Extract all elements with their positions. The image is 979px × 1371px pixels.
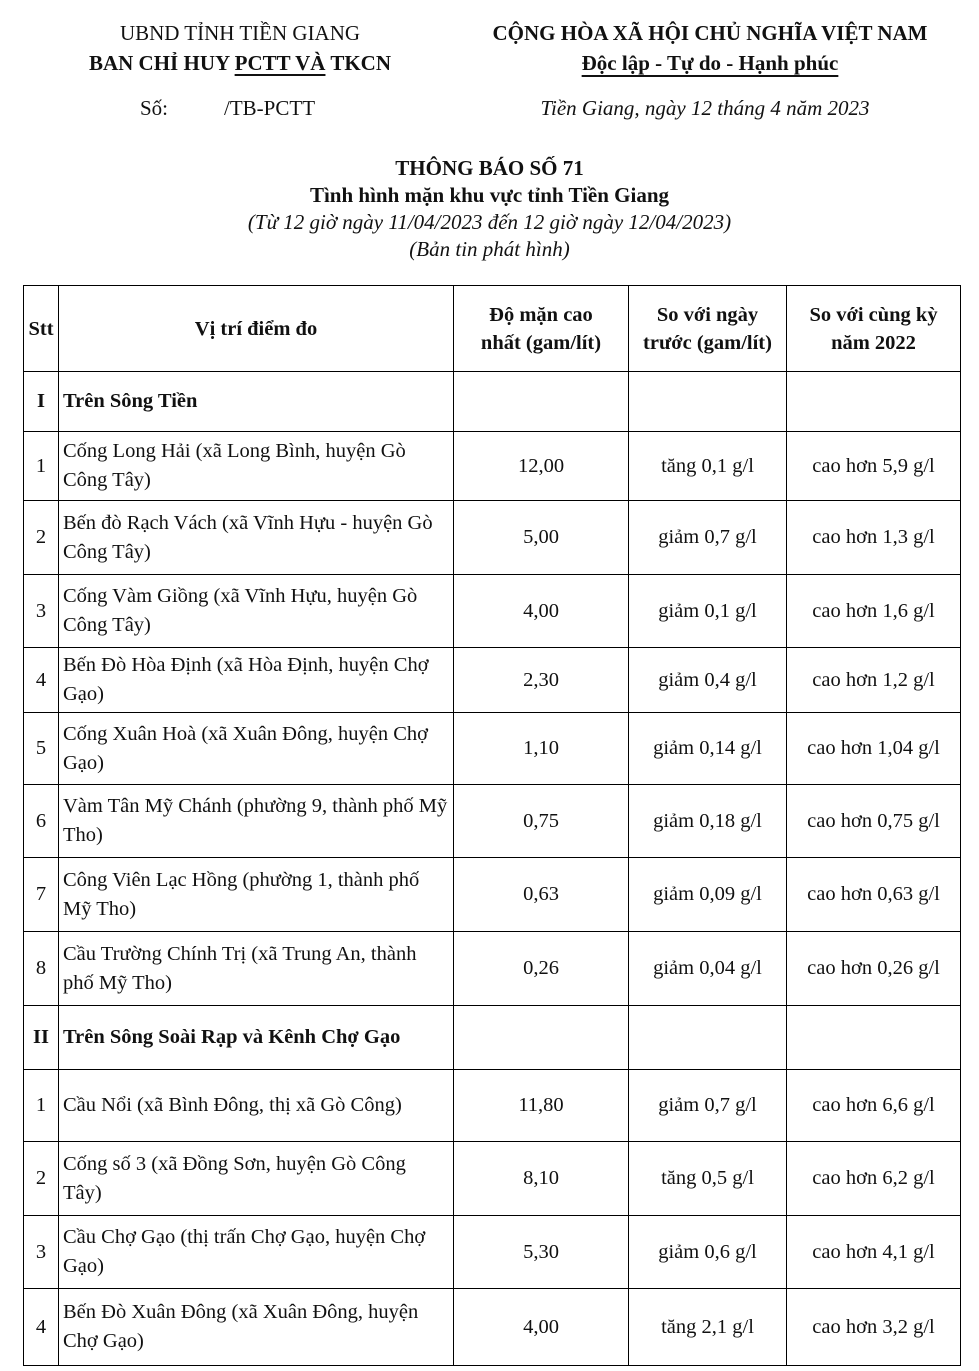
max-salinity-cell: 5,00 [454,501,629,575]
vs-same-period-cell: cao hơn 3,2 g/l [787,1289,961,1366]
location-cell: Cống số 3 (xã Đồng Sơn, huyện Gò Công Tây) [59,1142,454,1216]
agency-parent: UBND TỈNH TIỀN GIANG [119,21,361,45]
table-row [24,1142,961,1216]
vs-previous-day-cell: giảm 0,09 g/l [629,858,787,932]
vs-same-period-cell: cao hơn 0,75 g/l [787,785,961,858]
empty-cell [454,372,629,432]
location-cell: Cầu Trường Chính Trị (xã Trung An, thành phố Mỹ Tho) [59,932,454,1006]
section-name: Trên Sông Soài Rạp và Kênh Chợ Gạo [59,1006,454,1070]
max-salinity-cell: 11,80 [454,1070,629,1142]
vs-previous-day-cell: giảm 0,04 g/l [629,932,787,1006]
vs-same-period-cell: cao hơn 4,1 g/l [787,1216,961,1289]
document-number-code: /TB-PCTT [224,96,316,120]
row-number: 4 [24,648,59,713]
document-number-label: Số: [140,96,169,120]
title-block [0,155,979,263]
vs-same-period-cell: cao hơn 0,63 g/l [787,858,961,932]
location-cell: Cống Xuân Hoà (xã Xuân Đông, huyện Chợ Gạo) [59,713,454,785]
row-number: 5 [24,713,59,785]
table-header-row [24,286,961,372]
row-number: 3 [24,1216,59,1289]
vs-same-period-cell: cao hơn 6,2 g/l [787,1142,961,1216]
agency-name-part2: PCTT VÀ [234,51,326,75]
max-salinity-cell: 8,10 [454,1142,629,1216]
vs-previous-day-cell: giảm 0,1 g/l [629,575,787,648]
agency-header [40,18,440,78]
max-salinity-cell: 0,63 [454,858,629,932]
max-salinity-cell: 12,00 [454,432,629,501]
table-row [24,858,961,932]
location-cell: Vàm Tân Mỹ Chánh (phường 9, thành phố Mỹ Tho) [59,785,454,858]
table-row [24,501,961,575]
max-salinity-cell: 4,00 [454,1289,629,1366]
table-row [24,785,961,858]
document-subtitle: Tình hình mặn khu vực tỉnh Tiền Giang [309,183,670,207]
table-row [24,713,961,785]
max-salinity-cell: 1,10 [454,713,629,785]
empty-cell [787,372,961,432]
row-number: 2 [24,501,59,575]
vs-same-period-cell: cao hơn 1,2 g/l [787,648,961,713]
section-name: Trên Sông Tiền [59,372,454,432]
vs-previous-day-cell: giảm 0,7 g/l [629,501,787,575]
location-cell: Cống Long Hải (xã Long Bình, huyện Gò Công Tây) [59,432,454,501]
national-title: CỘNG HÒA XÃ HỘI CHỦ NGHĨA VIỆT NAM [492,21,928,45]
max-salinity-cell: 4,00 [454,575,629,648]
vs-previous-day-cell: giảm 0,6 g/l [629,1216,787,1289]
section-number: II [24,1006,59,1070]
document-period: (Từ 12 giờ ngày 11/04/2023 đến 12 giờ ngày 12/04/2023) [247,210,732,234]
row-number: 1 [24,1070,59,1142]
row-number: 1 [24,432,59,501]
document-number [140,96,315,121]
row-number: 4 [24,1289,59,1366]
max-salinity-cell: 5,30 [454,1216,629,1289]
table-row [24,1289,961,1366]
document-title: THÔNG BÁO SỐ 71 [395,156,584,180]
table-row [24,575,961,648]
empty-cell [454,1006,629,1070]
row-number: 3 [24,575,59,648]
location-cell: Cầu Chợ Gạo (thị trấn Chợ Gạo, huyện Chợ Gạo) [59,1216,454,1289]
max-salinity-cell: 0,75 [454,785,629,858]
row-number: 2 [24,1142,59,1216]
row-number: 6 [24,785,59,858]
table-row [24,432,961,501]
vs-previous-day-cell: giảm 0,7 g/l [629,1070,787,1142]
location-cell: Công Viên Lạc Hồng (phường 1, thành phố Mỹ Tho) [59,858,454,932]
document-note: (Bản tin phát hình) [409,237,570,261]
max-salinity-cell: 2,30 [454,648,629,713]
table-row [24,932,961,1006]
agency-name-part3: TKCN [325,51,392,75]
header-vs-same-period: So với cùng kỳ năm 2022 [787,286,961,372]
vs-previous-day-cell: tăng 0,1 g/l [629,432,787,501]
document-date: Tiền Giang, ngày 12 tháng 4 năm 2023 [540,96,870,120]
location-cell: Bến Đò Hòa Định (xã Hòa Định, huyện Chợ Gạo) [59,648,454,713]
header-vs-previous-day: So với ngày trước (gam/lít) [629,286,787,372]
header-max-salinity: Độ mặn cao nhất (gam/lít) [454,286,629,372]
agency-name-part1: BAN CHỈ HUY [88,51,235,75]
section-row [24,372,961,432]
header-location: Vị trí điểm đo [59,286,454,372]
location-cell: Bến đò Rạch Vách (xã Vĩnh Hựu - huyện Gò Công Tây) [59,501,454,575]
vs-previous-day-cell: giảm 0,18 g/l [629,785,787,858]
vs-previous-day-cell: giảm 0,14 g/l [629,713,787,785]
national-header [470,18,950,78]
national-motto: Độc lập - Tự do - Hạnh phúc [581,51,839,75]
table-row [24,1070,961,1142]
vs-same-period-cell: cao hơn 6,6 g/l [787,1070,961,1142]
max-salinity-cell: 0,26 [454,932,629,1006]
agency-name [40,48,440,78]
section-number: I [24,372,59,432]
table-row [24,1216,961,1289]
vs-same-period-cell: cao hơn 1,04 g/l [787,713,961,785]
salinity-table [23,285,961,1366]
vs-same-period-cell: cao hơn 5,9 g/l [787,432,961,501]
location-cell: Cống Vàm Giồng (xã Vĩnh Hựu, huyện Gò Công Tây) [59,575,454,648]
vs-same-period-cell: cao hơn 0,26 g/l [787,932,961,1006]
empty-cell [629,1006,787,1070]
table-row [24,648,961,713]
location-cell: Bến Đò Xuân Đông (xã Xuân Đông, huyện Chợ Gạo) [59,1289,454,1366]
row-number: 8 [24,932,59,1006]
empty-cell [629,372,787,432]
location-cell: Cầu Nổi (xã Bình Đông, thị xã Gò Công) [59,1070,454,1142]
vs-previous-day-cell: tăng 2,1 g/l [629,1289,787,1366]
vs-previous-day-cell: tăng 0,5 g/l [629,1142,787,1216]
vs-previous-day-cell: giảm 0,4 g/l [629,648,787,713]
row-number: 7 [24,858,59,932]
vs-same-period-cell: cao hơn 1,6 g/l [787,575,961,648]
section-row [24,1006,961,1070]
header-stt: Stt [24,286,59,372]
empty-cell [787,1006,961,1070]
table-body [24,372,961,1366]
vs-same-period-cell: cao hơn 1,3 g/l [787,501,961,575]
